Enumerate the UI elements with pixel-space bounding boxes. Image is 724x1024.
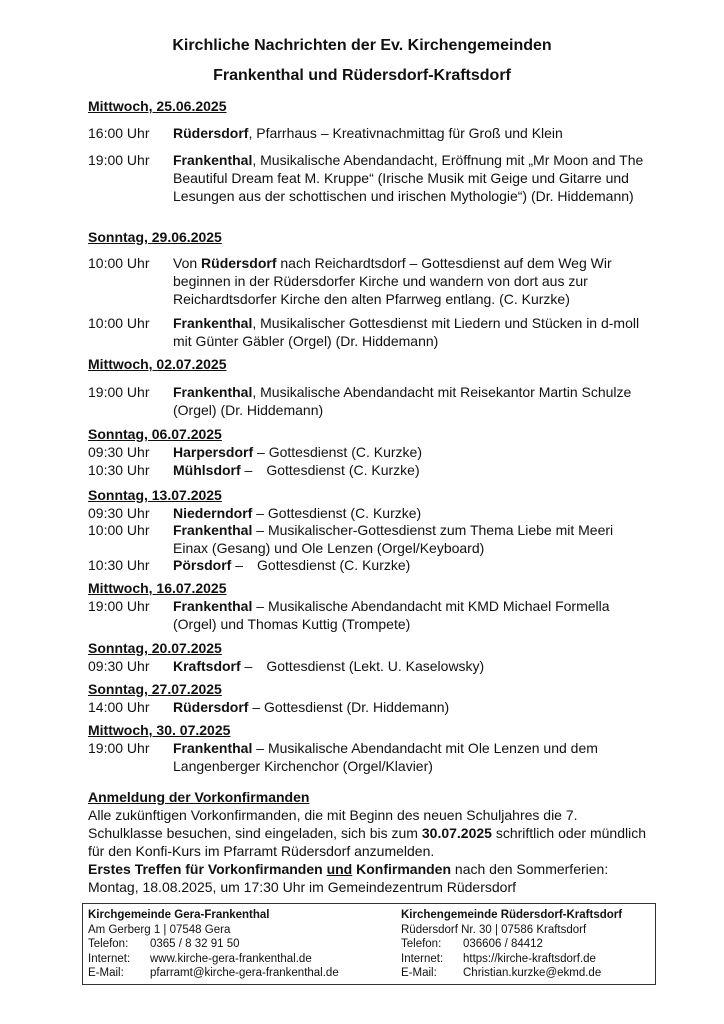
date-heading: Mittwoch, 02.07.2025 [88,356,227,372]
event-place: Mühlsdorf [173,462,241,478]
event-text: Gottesdienst (Lekt. U. Kaselowsky) [266,658,485,674]
web-link[interactable]: https://kirche-kraftsdorf.de [463,952,596,965]
event-time: 19:00 Uhr [88,152,150,168]
contact-ruedersdorf-kraftsdorf [401,908,622,981]
notice-deadline: 30.07.2025 [421,825,492,841]
email-link[interactable]: pfarramt@kirche-gera-frankenthal.de [150,967,339,979]
event-text: nach Reichardtsdorf – Gottesdienst auf dem Weg Wir beginnen in der Rüdersdorfer Kirche und wandern von dort aus zur Reichardtsdorfer Kirche den alten Pfarrweg entlang. (C. Kurzke) [173,255,612,307]
event-text: Gottesdienst (C. Kurzke) [268,444,422,460]
phone-label: Telefon: [401,938,442,950]
date-heading: Sonntag, 13.07.2025 [88,487,222,503]
event-time: 10:30 Uhr [88,557,150,573]
event-item [88,698,648,716]
event-prefix: Von [173,255,198,271]
confirmation-notice [88,788,648,896]
date-heading: Mittwoch, 30. 07.2025 [88,722,231,738]
event-text: Musikalische Abendandacht mit Reisekantor Martin Schulze (Orgel) (Dr. Hiddemann) [173,384,632,418]
email-link[interactable]: Christian.kurzke@ekmd.de [463,967,602,979]
event-time: 16:00 Uhr [88,125,150,141]
mail-label: E-Mail: [401,967,437,979]
event-separator: , [248,125,253,141]
date-heading: Sonntag, 27.07.2025 [88,681,222,697]
event-place: Kraftsdorf [173,658,241,674]
event-place: Frankenthal [173,598,253,614]
event-place: Frankenthal [173,152,253,168]
phone-number: 0365 / 8 32 91 50 [150,938,240,950]
event-separator: – [231,557,244,573]
event-text: Gottesdienst (C. Kurzke) [266,462,420,478]
notice-text-b: schriftlich oder mündlich für den Konfi-Kurs im Pfarramt Rüdersdorf anzumelden. [88,825,647,859]
notice-text [88,806,648,860]
event-time: 19:00 Uhr [88,598,150,614]
event-separator: – [248,699,261,715]
event-time: 19:00 Uhr [88,740,150,756]
notice-text-a: Alle zukünftigen Vorkonfirmanden, die mit Beginn des neuen Schuljahres die 7. Schulklasse besuchen, sind eingeladen, sich bis zum [88,807,578,841]
event-item [88,521,648,557]
event-place: Rüdersdorf [173,699,249,715]
date-heading: Sonntag, 29.06.2025 [88,229,222,245]
event-time: 09:30 Uhr [88,505,150,521]
event-place: Frankenthal [173,740,253,756]
event-separator: , [252,315,257,331]
event-item [88,556,648,574]
event-item [88,657,648,675]
event-separator: , [252,152,257,168]
event-place: Frankenthal [173,522,253,538]
event-time: 19:00 Uhr [88,384,150,400]
event-separator: – [240,462,253,478]
event-item [88,151,648,205]
event-time: 14:00 Uhr [88,699,150,715]
event-place: Harpersdorf [173,444,254,460]
date-heading: Sonntag, 20.07.2025 [88,640,222,656]
date-heading: Mittwoch, 25.06.2025 [88,98,227,114]
web-label: Internet: [401,952,444,965]
event-item [88,461,648,479]
meeting-text-a: Erstes Treffen für Vorkonfirmanden [88,861,323,877]
phone-label: Telefon: [88,938,129,950]
event-time: 10:00 Uhr [88,522,150,538]
date-heading: Sonntag, 06.07.2025 [88,426,222,442]
event-time: 10:30 Uhr [88,462,150,478]
event-time: 10:00 Uhr [88,315,150,331]
phone-number: 036606 / 84412 [463,938,543,950]
event-text: Musikalische Abendandacht mit Ole Lenzen und dem Langenberger Kirchenchor (Orgel/Klavier) [173,740,598,774]
event-separator: – [253,444,265,460]
meeting-text-c: nach den Sommerferien: [454,861,609,877]
event-text: Musikalische Abendandacht, Eröffnung mit „Mr Moon and The Beautiful Dream feat M. Kruppe“ (Irische Musik mit Geige und Gitarre und Lesungen aus der schottischen und irischen Mythologie“) (Dr. Hiddemann) [173,152,644,204]
event-item [88,504,648,522]
event-time: 10:00 Uhr [88,255,150,271]
notice-meeting [88,860,648,878]
event-text: Musikalischer-Gottesdienst zum Thema Liebe mit Meeri Einax (Gesang) und Ole Lenzen (Orgel/Keyboard) [173,522,614,556]
web-label: Internet: [88,952,131,965]
event-separator: – [240,658,253,674]
event-item [88,597,648,633]
event-text: Musikalischer Gottesdienst mit Liedern und Stücken in d-moll mit Günter Gäbler (Orgel) (Dr. Hiddemann) [173,315,640,349]
event-item [88,739,648,775]
parish-address: Rüdersdorf Nr. 30 | 07586 Kraftsdorf [401,923,587,936]
event-item [88,124,648,142]
event-place: Niederndorf [173,505,253,521]
event-item [88,254,648,308]
page-title: Kirchliche Nachrichten der Ev. Kirchengemeinden [172,37,552,54]
event-text: Musikalische Abendandacht mit KMD Michael Formella (Orgel) und Thomas Kuttig (Trompete) [173,598,610,632]
meeting-und: und [326,861,353,877]
contact-gera-frankenthal [88,908,339,981]
event-time: 09:30 Uhr [88,444,150,460]
mail-label: E-Mail: [88,967,124,979]
meeting-date-line: Montag, 18.08.2025, um 17:30 Uhr im Gemeindezentrum Rüdersdorf [88,879,517,895]
event-place: Rüdersdorf [201,255,277,271]
parish-name: Kirchengemeinde Rüdersdorf-Kraftsdorf [401,909,623,921]
contact-footer [82,903,656,985]
event-separator: – [252,598,265,614]
notice-heading: Anmeldung der Vorkonfirmanden [88,789,310,805]
event-text: Gottesdienst (C. Kurzke) [257,557,411,573]
parish-address: Am Gerberg 1 | 07548 Gera [88,923,231,936]
event-place: Rüdersdorf [173,125,249,141]
event-place: Frankenthal [173,384,253,400]
event-separator: – [252,740,265,756]
event-time: 09:30 Uhr [88,658,150,674]
event-place: Frankenthal [173,315,253,331]
event-separator: – [252,522,265,538]
date-heading: Mittwoch, 16.07.2025 [88,580,227,596]
web-link[interactable]: www.kirche-gera-frankenthal.de [150,952,312,965]
event-text: Pfarrhaus – Kreativnachmittag für Groß und Klein [256,125,563,141]
event-text: Gottesdienst (Dr. Hiddemann) [264,699,450,715]
parish-name: Kirchgemeinde Gera-Frankenthal [88,909,270,921]
event-item [88,383,648,419]
event-item [88,314,648,350]
event-item [88,443,648,461]
event-text: Gottesdienst (C. Kurzke) [267,505,422,521]
event-separator: – [252,505,265,521]
event-place: Pörsdorf [173,557,232,573]
page-subtitle: Frankenthal und Rüdersdorf-Kraftsdorf [213,67,511,84]
meeting-text-b: Konfirmanden [356,861,452,877]
event-separator: , [252,384,257,400]
